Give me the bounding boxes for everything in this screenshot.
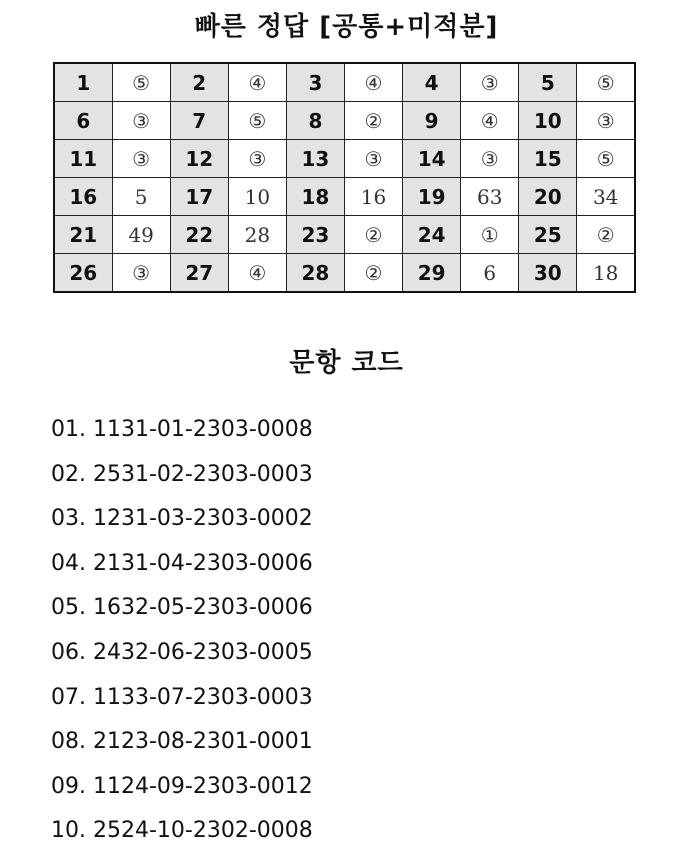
question-number: 2 (170, 63, 228, 102)
answer-value: ① (461, 216, 519, 254)
answer-value: ④ (228, 254, 286, 293)
answer-value: 34 (577, 178, 635, 216)
answer-value: ③ (461, 63, 519, 102)
question-number: 22 (170, 216, 228, 254)
question-number: 3 (286, 63, 344, 102)
item-code: 01. 1131-01-2303-0008 (51, 417, 313, 442)
answer-value: 18 (577, 254, 635, 293)
answer-value: ② (344, 102, 402, 140)
question-number: 9 (403, 102, 461, 140)
question-number: 6 (54, 102, 112, 140)
question-number: 23 (286, 216, 344, 254)
item-code: 10. 2524-10-2302-0008 (51, 818, 313, 844)
answer-value: 49 (112, 216, 170, 254)
question-number: 15 (519, 140, 577, 178)
question-number: 28 (286, 254, 344, 293)
answer-value: ③ (112, 102, 170, 140)
answer-row (54, 140, 635, 178)
answer-row (54, 102, 635, 140)
question-number: 8 (286, 102, 344, 140)
question-number: 26 (54, 254, 112, 293)
item-code: 06. 2432-06-2303-0005 (51, 639, 313, 665)
answer-value: 10 (228, 178, 286, 216)
question-number: 27 (170, 254, 228, 293)
answer-value: ⑤ (577, 140, 635, 178)
answer-value: ⑤ (228, 102, 286, 140)
item-code: 05. 1632-05-2303-0006 (51, 595, 313, 621)
question-number: 1 (54, 63, 112, 102)
question-number: 11 (54, 140, 112, 178)
question-number: 18 (286, 178, 344, 216)
question-number: 5 (519, 63, 577, 102)
codes-section-title: 문항 코드 (289, 348, 404, 378)
answer-value: ③ (577, 102, 635, 140)
question-number: 29 (403, 254, 461, 293)
item-code: 03. 1231-03-2303-0002 (51, 506, 313, 532)
question-number: 14 (403, 140, 461, 178)
answer-value: ④ (461, 102, 519, 140)
answer-value: ② (577, 216, 635, 254)
question-number: 13 (286, 140, 344, 178)
question-number: 4 (403, 63, 461, 102)
question-number: 25 (519, 216, 577, 254)
answer-row (54, 216, 635, 254)
item-code: 04. 2131-04-2303-0006 (51, 550, 313, 576)
question-number: 10 (519, 102, 577, 140)
question-number: 12 (170, 140, 228, 178)
answer-table (53, 62, 636, 293)
question-number: 19 (403, 178, 461, 216)
item-code: 08. 2123-08-2301-0001 (51, 729, 313, 755)
question-number: 30 (519, 254, 577, 293)
item-code: 07. 1133-07-2303-0003 (51, 684, 313, 710)
question-number: 21 (54, 216, 112, 254)
item-code-list (51, 412, 313, 858)
question-number: 17 (170, 178, 228, 216)
answer-value: 5 (112, 178, 170, 216)
answer-row (54, 254, 635, 293)
answer-value: ③ (461, 140, 519, 178)
question-number: 7 (170, 102, 228, 140)
answer-value: ⑤ (577, 63, 635, 102)
answer-value: ③ (112, 140, 170, 178)
item-code: 02. 2531-02-2303-0003 (51, 461, 313, 487)
item-code: 09. 1124-09-2303-0012 (51, 773, 313, 799)
answer-value: ② (344, 216, 402, 254)
question-number: 20 (519, 178, 577, 216)
answer-value: 16 (344, 178, 402, 216)
question-number: 24 (403, 216, 461, 254)
answer-row (54, 63, 635, 102)
answer-row (54, 178, 635, 216)
answer-value: ③ (344, 140, 402, 178)
answer-value: 28 (228, 216, 286, 254)
answer-value: ③ (228, 140, 286, 178)
page-title: 빠른 정답 [공통+미적분] (194, 12, 499, 42)
answer-value: ④ (344, 63, 402, 102)
answer-value: 6 (461, 254, 519, 293)
answer-value: ④ (228, 63, 286, 102)
answer-value: ② (344, 254, 402, 293)
answer-value: ③ (112, 254, 170, 293)
answer-value: 63 (461, 178, 519, 216)
answer-value: ⑤ (112, 63, 170, 102)
question-number: 16 (54, 178, 112, 216)
